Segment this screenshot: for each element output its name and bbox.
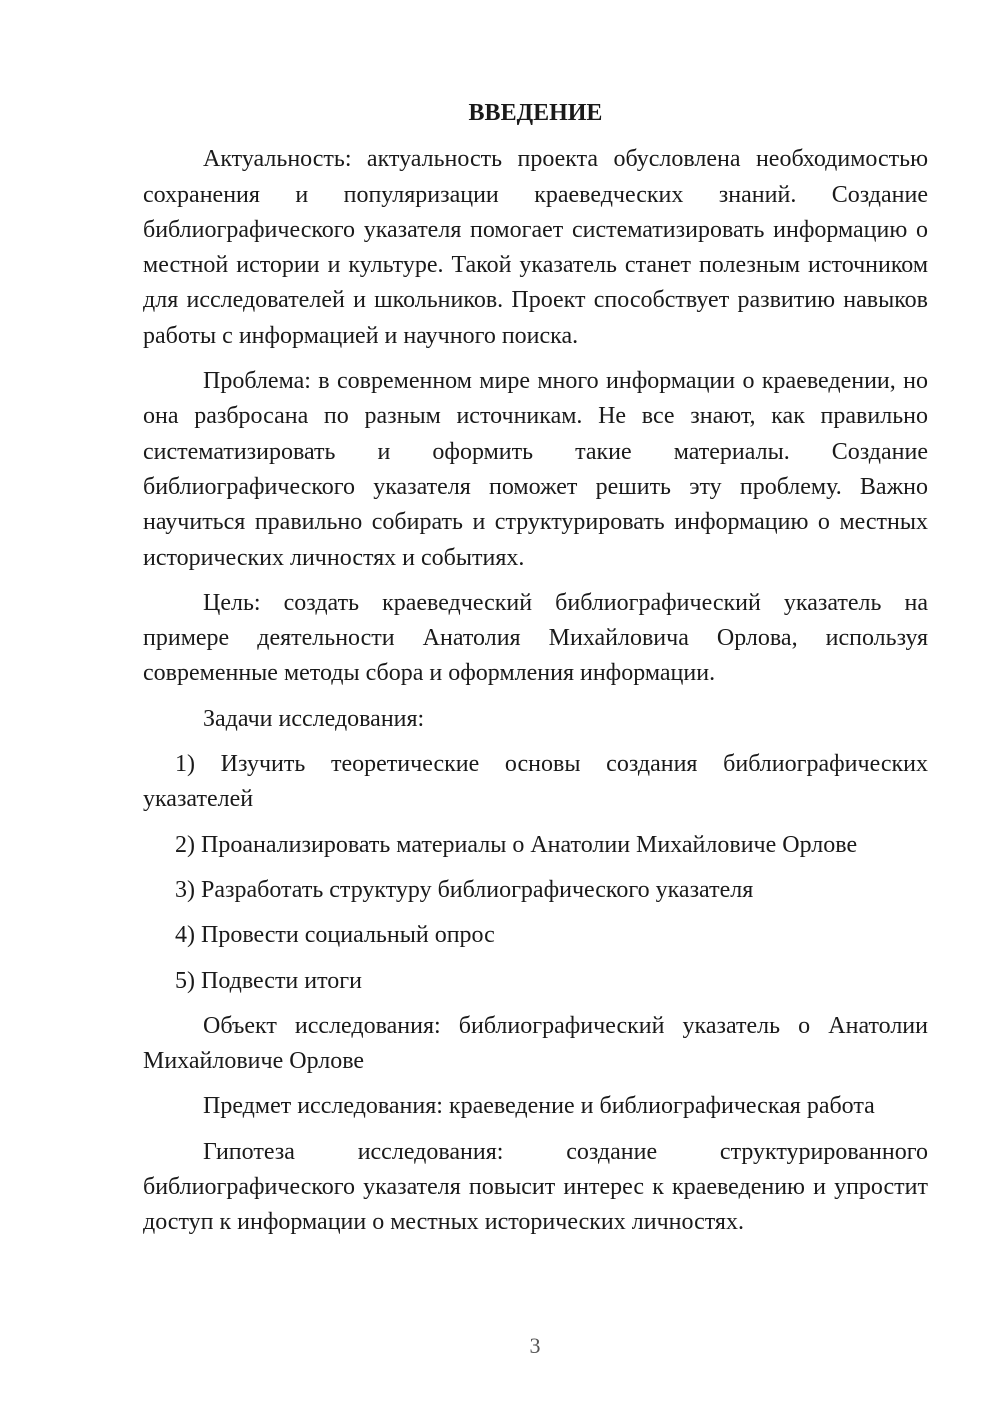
task-item-2: 2) Проанализировать материалы о Анатолии Михайловиче Орлове (175, 831, 858, 858)
page-content (143, 96, 928, 1251)
tasks-list (143, 747, 928, 999)
page-number: 3 (529, 1333, 541, 1358)
paragraph-hypothesis: Гипотеза исследования: создание структурированного библиографического указателя повысит интерес к краеведению и упростит доступ к информации о местных исторических личностях. (143, 1138, 928, 1236)
task-item-5: 5) Подвести итоги (175, 967, 362, 994)
paragraph-object: Объект исследования: библиографический указатель о Анатолии Михайловиче Орлове (143, 1012, 928, 1075)
task-item-1: 1) Изучить теоретические основы создания библиографических указателей (143, 751, 928, 813)
task-item-3: 3) Разработать структуру библиографического указателя (175, 876, 754, 903)
task-item-4: 4) Провести социальный опрос (175, 922, 495, 949)
tasks-heading: Задачи исследования: (203, 705, 425, 732)
paragraph-goal: Цель: создать краеведческий библиографический указатель на примере деятельности Анатолия Михайловича Орлова, используя современные методы сбора и оформления информации. (143, 589, 928, 687)
section-title: ВВЕДЕНИЕ (468, 100, 603, 126)
paragraph-relevance: Актуальность: актуальность проекта обусловлена необходимостью сохранения и популяризации краеведческих знаний. Создание библиографического указателя помогает систематизировать информацию о местной истории и культуре. Такой указатель станет полезным источником для исследователей и школьников. Проект способствует развитию навыков работы с информацией и научного поиска. (143, 146, 928, 349)
paragraph-subject: Предмет исследования: краеведение и библиографическая работа (203, 1093, 875, 1120)
paragraph-problem: Проблема: в современном мире много информации о краеведении, но она разбросана по разным источникам. Не все знают, как правильно систематизировать и оформить такие материалы. Создание библиографического указателя поможет решить эту проблему. Важно научиться правильно собирать и структурировать информацию о местных исторических личностях и событиях. (143, 368, 928, 571)
